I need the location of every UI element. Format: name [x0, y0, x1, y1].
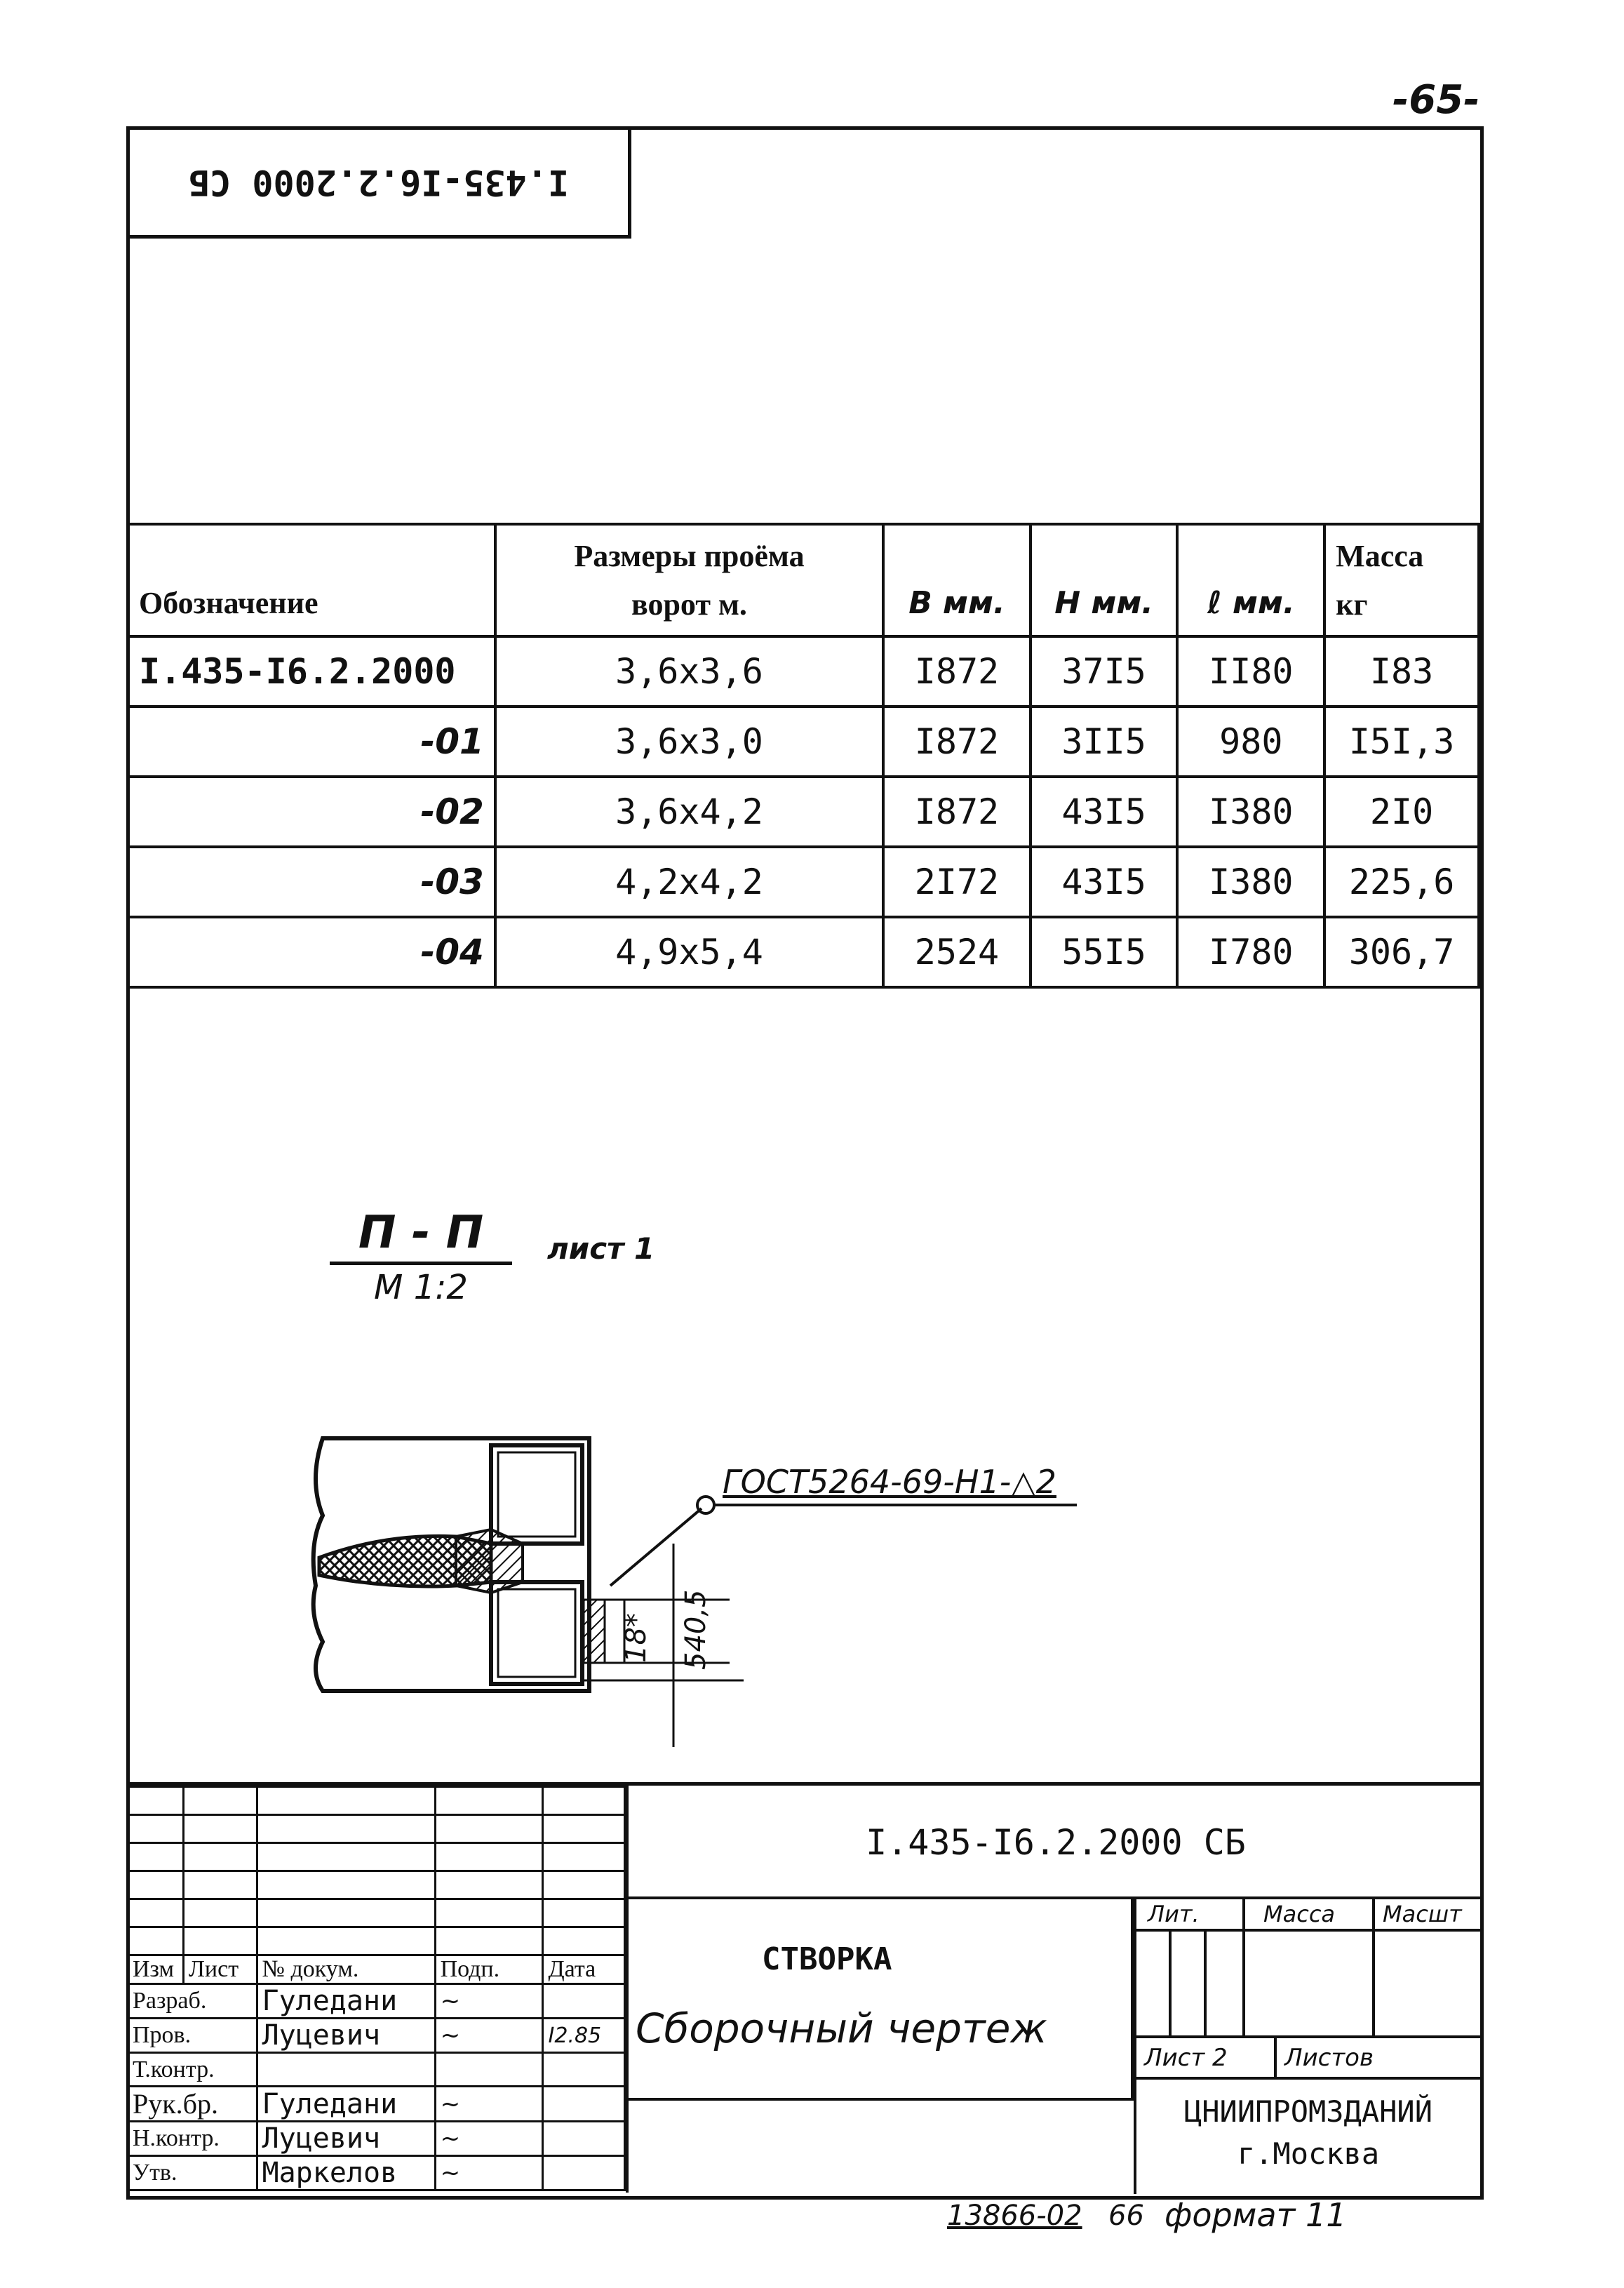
- header-opening: Размеры проёма ворот м.: [495, 524, 883, 636]
- row-designation: I.435-I6.2.2000: [128, 636, 495, 707]
- weld-area: [456, 1530, 523, 1593]
- dim-18-label: 18*: [620, 1613, 652, 1663]
- row-mass: 2I0: [1324, 777, 1479, 847]
- lit-label: Лит.: [1148, 1901, 1200, 1927]
- header-l: ℓ мм.: [1177, 524, 1324, 636]
- table-row: [128, 707, 1479, 777]
- mass-label: Масса: [1263, 1901, 1336, 1927]
- row-mass: I5I,3: [1324, 707, 1479, 777]
- role-label: Разраб.: [128, 1984, 257, 2019]
- sheets-label: Листов: [1284, 2044, 1374, 2072]
- lit-mass-scale: [1134, 1899, 1483, 2038]
- header-mass: Масса кг: [1324, 524, 1479, 636]
- title-name-area: [629, 1899, 1134, 2098]
- row-b: I872: [883, 707, 1031, 777]
- row-opening: 3,6х4,2: [495, 777, 883, 847]
- row-h: 37I5: [1031, 636, 1178, 707]
- organization: ЦНИИПРОМЗДАНИЙ: [1183, 2094, 1432, 2129]
- row-designation: -04: [128, 917, 495, 987]
- title-block: [126, 1782, 1480, 2196]
- row-b: 2I72: [883, 847, 1031, 917]
- table-row: [128, 777, 1479, 847]
- sheet-label: Лист 2: [1144, 2044, 1228, 2072]
- row-l: I780: [1177, 917, 1324, 987]
- row-h: 55I5: [1031, 917, 1178, 987]
- col-header-list: Лист: [183, 1955, 257, 1984]
- upper-tube: [491, 1445, 582, 1544]
- table-row: [128, 636, 1479, 707]
- role-name: Луцевич: [257, 2122, 435, 2156]
- row-designation: -02: [128, 777, 495, 847]
- weld-note: ГОСТ5264-69-Н1-△2: [723, 1463, 1056, 1501]
- row-mass: 306,7: [1324, 917, 1479, 987]
- col-header-date: Дата: [543, 1955, 625, 1984]
- signature: ~: [435, 2019, 543, 2053]
- title-right: [626, 1786, 1483, 2193]
- row-opening: 4,2х4,2: [495, 847, 883, 917]
- role-name: [257, 2053, 435, 2087]
- top-code: I.435-I6.2.2000 СБ: [189, 162, 569, 203]
- row-b: 2524: [883, 917, 1031, 987]
- col-header-doc: № докум.: [257, 1955, 435, 1984]
- top-code-box: [126, 126, 631, 239]
- row-mass: 225,6: [1324, 847, 1479, 917]
- row-l: 980: [1177, 707, 1324, 777]
- row-opening: 3,6х3,6: [495, 636, 883, 707]
- header-designation: Обозначение: [128, 524, 495, 636]
- table-row: [128, 847, 1479, 917]
- item-name: СТВОРКА: [762, 1941, 892, 1977]
- inventory-number: 13866-02: [947, 2200, 1082, 2232]
- signature: ~: [435, 2122, 543, 2156]
- col-header-izm: Изм: [128, 1955, 184, 1984]
- role-name: Гуледани: [257, 1984, 435, 2019]
- row-mass: I83: [1324, 636, 1479, 707]
- date-value: I2.85: [543, 2019, 625, 2053]
- signature: ~: [435, 2087, 543, 2122]
- scale-label: Масшт: [1383, 1901, 1462, 1927]
- row-opening: 4,9х5,4: [495, 917, 883, 987]
- role-label: Н.контр.: [128, 2122, 257, 2156]
- page-number: -65-: [1393, 77, 1480, 123]
- row-h: 43I5: [1031, 777, 1178, 847]
- col-header-sign: Подп.: [435, 1955, 543, 1984]
- role-name: Маркелов: [257, 2156, 435, 2190]
- specification-table: [126, 523, 1480, 989]
- header-b: B мм.: [883, 524, 1031, 636]
- role-label: Утв.: [128, 2156, 257, 2190]
- role-name: Луцевич: [257, 2019, 435, 2053]
- row-opening: 3,6х3,0: [495, 707, 883, 777]
- city: г.Москва: [1237, 2136, 1380, 2171]
- role-name: Гуледани: [257, 2087, 435, 2122]
- row-l: I380: [1177, 777, 1324, 847]
- row-h: 3II5: [1031, 707, 1178, 777]
- page-small: 66: [1108, 2200, 1144, 2232]
- row-designation: -01: [128, 707, 495, 777]
- row-l: I380: [1177, 847, 1324, 917]
- fillet-weld: [584, 1600, 605, 1663]
- signature: ~: [435, 1984, 543, 2019]
- doc-type: Сборочный чертеж: [636, 2005, 1047, 2052]
- table-row: [128, 917, 1479, 987]
- revision-grid: [126, 1786, 626, 2191]
- role-label: Пров.: [128, 2019, 257, 2053]
- signature: ~: [435, 2156, 543, 2190]
- row-b: I872: [883, 636, 1031, 707]
- header-h: H мм.: [1031, 524, 1178, 636]
- role-label: Т.контр.: [128, 2053, 257, 2087]
- row-b: I872: [883, 777, 1031, 847]
- lower-tube: [491, 1582, 582, 1684]
- format-label: формат 11: [1165, 2196, 1347, 2234]
- row-designation: -03: [128, 847, 495, 917]
- section-title: П - П: [330, 1207, 512, 1265]
- row-h: 43I5: [1031, 847, 1178, 917]
- section-label: [330, 1207, 512, 1307]
- section-scale: М 1:2: [374, 1268, 468, 1307]
- section-drawing: [281, 1403, 1108, 1754]
- section-sheet-ref: лист 1: [547, 1231, 655, 1266]
- row-l: II80: [1177, 636, 1324, 707]
- role-label: Рук.бр.: [128, 2087, 257, 2122]
- title-code: I.435-I6.2.2000 СБ: [629, 1786, 1483, 1899]
- dim-540-label: 540,5: [680, 1589, 712, 1670]
